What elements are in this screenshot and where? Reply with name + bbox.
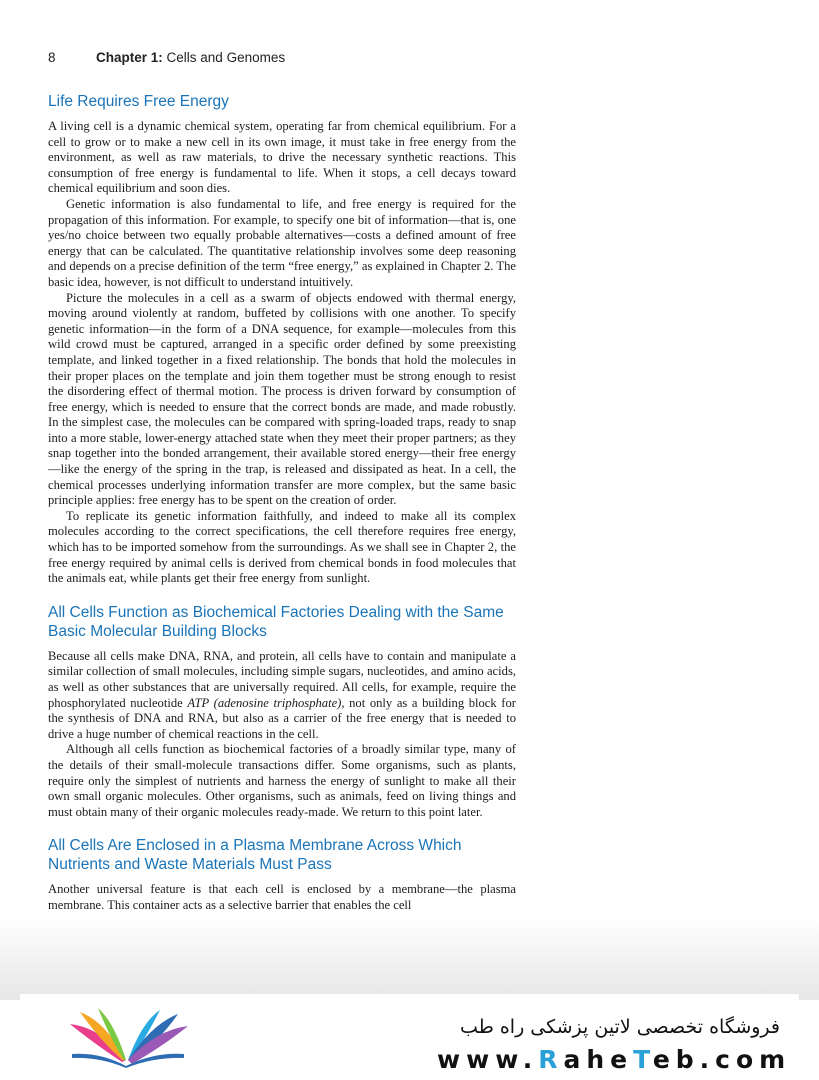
running-header (48, 50, 285, 65)
section-heading: All Cells Function as Biochemical Factories Dealing with the Same Basic Molecular Building Blocks (48, 603, 504, 640)
paragraph: Although all cells function as biochemical factories of a broadly similar type, many of the details of their small-molecule transactions differ. Some organisms, such as plants, require only the simplest of nutrients and harness the energy of sunlight to make all their own small organic molecules. Other organisms, such as animals, feed on living things and must obtain many of their organic molecules ready-made. We return to this point later. (48, 742, 516, 819)
paragraph: Another universal feature is that each cell is enclosed by a membrane—the plasma membrane. This container acts as a selective barrier that enables the cell (48, 882, 516, 912)
page-number: 8 (48, 50, 56, 65)
page-body (48, 92, 516, 914)
chapter-label: Chapter 1: (96, 50, 163, 65)
paragraph: Because all cells make DNA, RNA, and protein, all cells have to contain and manipulate a similar collection of small molecules, including simple sugars, nucleotides, and amino acids, as well as other substances that are universally required. All cells, for example, require the phosphorylated nucleotide ATP (adenosine triphosphate), not only as a building block for the synthesis of DNA and RNA, but also as a carrier of the free energy that is needed to drive a huge number of chemical reactions in the cell. (48, 648, 516, 741)
chapter-title: Cells and Genomes (166, 50, 286, 65)
paragraph: Genetic information is also fundamental to life, and free energy is required for the propagation of this information. For example, to specify one bit of information—that is, one yes/no choice between two equally probable alternatives—costs a defined amount of free energy that can be calculated. The quantitative relationship involves some deep reasoning and depends on a precise definition of the term “free energy,” as explained in Chapter 2. The basic idea, however, is not difficult to understand intuitively. (48, 196, 516, 289)
paragraph: A living cell is a dynamic chemical system, operating far from chemical equilibrium. For a cell to grow or to make a new cell in its own image, it must take in free energy from the environment, as well as raw materials, to drive the necessary synthetic reactions. This consumption of free energy is fundamental to life. When it stops, a cell decays toward chemical equilibrium and soon dies. (48, 119, 516, 196)
italic-term: ATP (adenosine triphosphate) (187, 695, 342, 710)
section-heading: Life Requires Free Energy (48, 93, 229, 110)
section-heading: All Cells Are Enclosed in a Plasma Membrane Across Which Nutrients and Waste Materials Must Pass (48, 837, 462, 874)
open-book-logo-icon (62, 1008, 194, 1068)
paragraph: Picture the molecules in a cell as a swarm of objects endowed with thermal energy, moving around violently at random, buffeted by collisions with one another. To specify genetic information—in the form of a DNA sequence, for example—molecules from this wild crowd must be captured, arranged in a specific order defined by some preexisting template, and linked together in a fixed relationship. The bonds that hold the molecules in their proper places on the template and join them together must be strong enough to resist the disordering effect of thermal motion. The process is driven forward by consumption of free energy, which is needed to ensure that the correct bonds are made, and made robustly. In the simplest case, the molecules can be compared with spring-loaded traps, ready to snap into a more stable, lower-energy attached state when they meet their proper partners; as they snap together into the bonded arrangement, their available stored energy—their free energy—like the energy of the spring in the trap, is released and dissipated as heat. In a cell, the chemical processes underlying information transfer are more complex, but the same basic principle applies: free energy has to be spent on the creation of order. (48, 290, 516, 508)
shop-name: فروشگاه تخصصی لاتین پزشکی راه طب (460, 1016, 780, 1038)
shop-url: www.RaheTeb.com (437, 1045, 792, 1074)
scan-fade (0, 915, 819, 1000)
paragraph: To replicate its genetic information faithfully, and indeed to make all its complex molecules according to the correct specifications, the cell therefore requires free energy, which has to be imported somehow from the surroundings. As we shall see in Chapter 2, the free energy required by animal cells is derived from chemical bonds in food molecules that the animals eat, while plants get their free energy from sunlight. (48, 508, 516, 586)
